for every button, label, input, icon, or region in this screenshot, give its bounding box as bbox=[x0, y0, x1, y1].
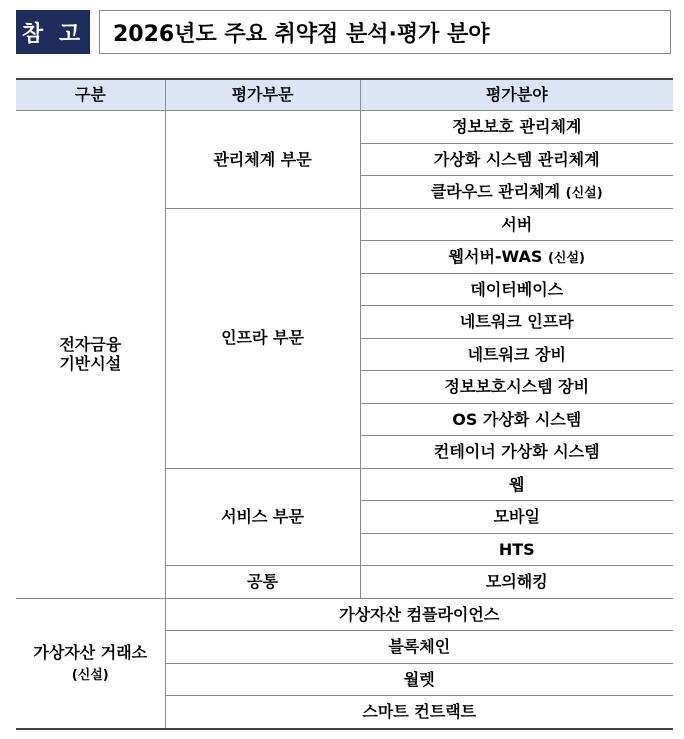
field-cell: 스마트 컨트랙트 bbox=[165, 696, 673, 729]
table-row bbox=[16, 598, 673, 631]
field-cell: 가상자산 컴플라이언스 bbox=[165, 598, 673, 631]
page-title: 2026년도 주요 취약점 분석·평가 분야 bbox=[99, 10, 671, 54]
new-note: (신설) bbox=[71, 667, 109, 683]
field-cell: 정보보호 관리체계 bbox=[360, 111, 673, 144]
field-cell: HTS bbox=[360, 533, 673, 566]
field-cell: 클라우드 관리체계 (신설) bbox=[360, 176, 673, 209]
division-cell: 인프라 부문 bbox=[165, 208, 360, 468]
header-category: 구분 bbox=[16, 79, 165, 111]
table-row bbox=[16, 111, 673, 144]
category-line: 가상자산 거래소 bbox=[33, 642, 148, 662]
field-cell: 웹서버-WAS (신설) bbox=[360, 241, 673, 274]
field-cell: OS 가상화 시스템 bbox=[360, 403, 673, 436]
category-line: 전자금융 bbox=[59, 335, 122, 355]
field-cell: 정보보호시스템 장비 bbox=[360, 371, 673, 404]
field-cell: 컨테이너 가상화 시스템 bbox=[360, 436, 673, 469]
header-division: 평가부문 bbox=[165, 79, 360, 111]
field-cell: 서버 bbox=[360, 208, 673, 241]
field-cell: 가상화 시스템 관리체계 bbox=[360, 143, 673, 176]
field-cell: 모의해킹 bbox=[360, 566, 673, 599]
new-note: (신설) bbox=[547, 250, 585, 266]
evaluation-table bbox=[16, 78, 673, 730]
field-cell: 데이터베이스 bbox=[360, 273, 673, 306]
category-cell-efinance bbox=[16, 111, 165, 599]
field-cell: 네트워크 장비 bbox=[360, 338, 673, 371]
field-cell: 블록체인 bbox=[165, 631, 673, 664]
division-cell: 관리체계 부문 bbox=[165, 111, 360, 209]
header-field: 평가분야 bbox=[360, 79, 673, 111]
division-cell: 공통 bbox=[165, 566, 360, 599]
division-cell: 서비스 부문 bbox=[165, 468, 360, 566]
header-row bbox=[16, 79, 673, 111]
field-cell: 월렛 bbox=[165, 663, 673, 696]
category-cell-vasp bbox=[16, 598, 165, 729]
field-cell: 모바일 bbox=[360, 501, 673, 534]
title-bar bbox=[16, 10, 671, 54]
new-note: (신설) bbox=[565, 185, 603, 201]
category-line: 기반시설 bbox=[59, 354, 122, 374]
field-cell: 웹 bbox=[360, 468, 673, 501]
reference-tag: 참 고 bbox=[16, 10, 90, 54]
field-cell: 네트워크 인프라 bbox=[360, 306, 673, 339]
